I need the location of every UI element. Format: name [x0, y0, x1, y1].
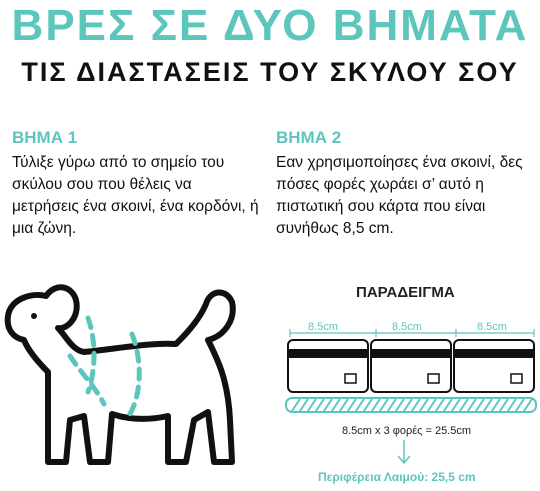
credit-card-icon: [454, 340, 534, 392]
step-2-text: Εαν χρησιμοποίησες ένα σκοινί, δες πόσες φορές χωράει σ’ αυτό η πιστωτική σου κάρτα που είναι συνήθως 8,5 cm.: [276, 154, 523, 237]
card-length-label: 8.5cm: [308, 321, 338, 333]
step-1-heading: ΒΗΜΑ 1: [12, 128, 78, 147]
credit-card-icon: [288, 340, 368, 392]
example-title: ΠΑΡΑΔΕΙΓΜΑ: [356, 284, 455, 301]
card-length-label: 8.5cm: [392, 321, 422, 333]
card-length-label: 8.5cm: [477, 321, 507, 333]
credit-card-icon: [371, 340, 451, 392]
step-1-text: Τύλιξε γύρω από το σημείο του σκύλου σου που θέλεις να μετρήσεις ένα σκοινί, ένα κορδόνι, ή μια ζώνη.: [12, 154, 259, 237]
rope-icon: [286, 398, 536, 412]
arrow-down-icon: [398, 440, 410, 463]
step-2-heading: ΒΗΜΑ 2: [276, 128, 342, 147]
example-result: Περιφέρεια Λαιμού: 25,5 cm: [318, 470, 476, 484]
page-subtitle: ΤΙΣ ΔΙΑΣΤΑΣΕΙΣ ΤΟΥ ΣΚΥΛΟΥ ΣΟΥ: [21, 57, 519, 87]
example-formula: 8.5cm x 3 φορές = 25.5cm: [342, 425, 472, 437]
page-title: ΒΡΕΣ ΣΕ ΔΥΟ ΒΗΜΑΤΑ: [11, 1, 529, 50]
